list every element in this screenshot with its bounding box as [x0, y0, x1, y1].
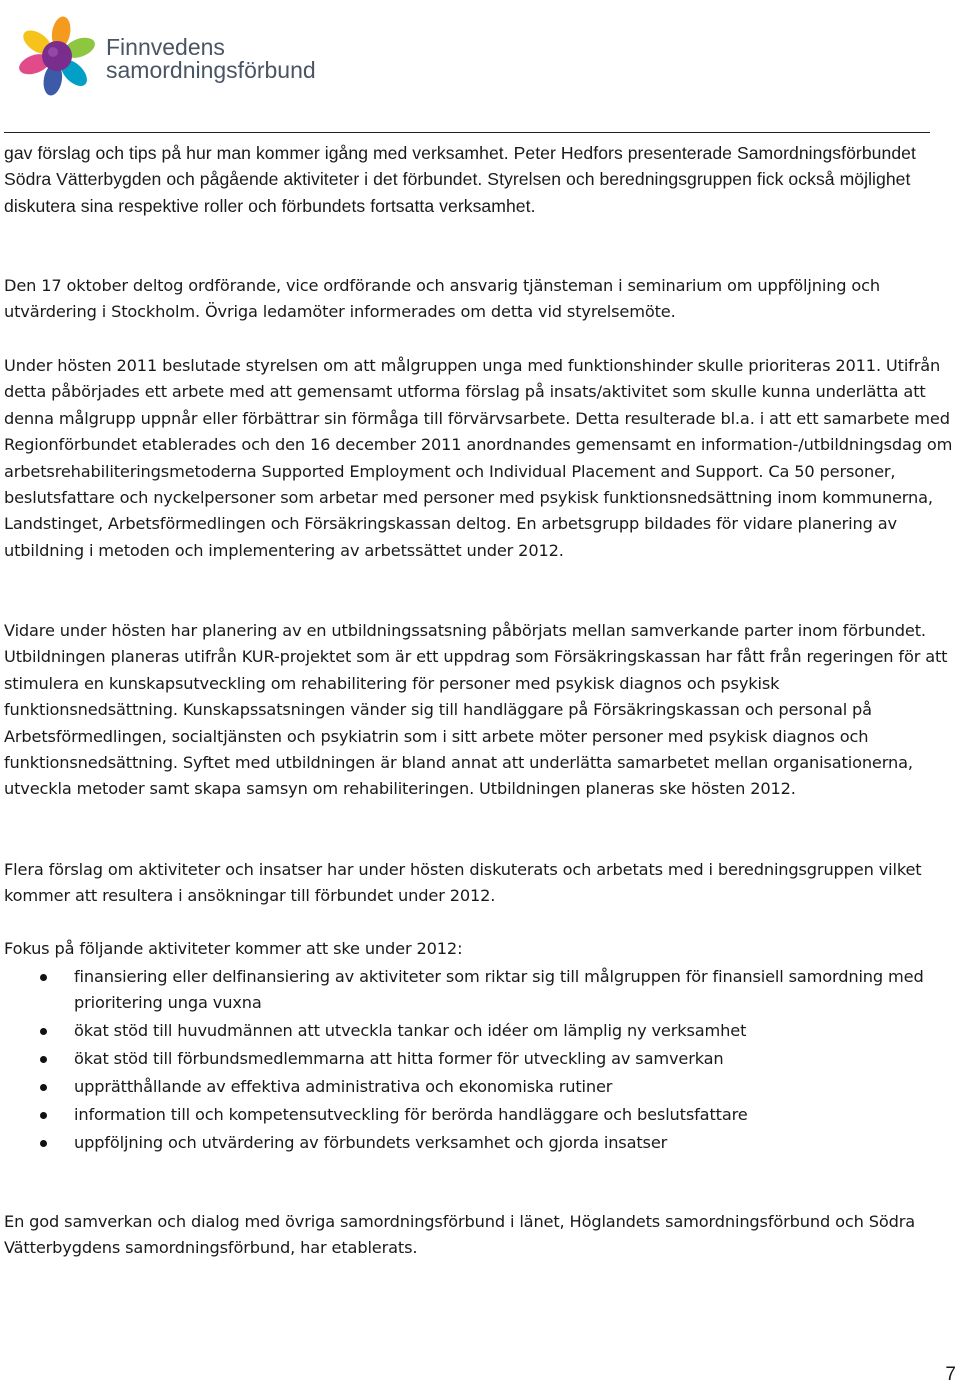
list-item: ökat stöd till förbundsmedlemmarna att hitta former för utveckling av samverkan	[4, 1046, 956, 1072]
organization-name-line1: Finnvedens	[106, 34, 225, 60]
list-item: uppföljning och utvärdering av förbundets verksamhet och gjorda insatser	[4, 1130, 956, 1156]
paragraph-2: Den 17 oktober deltog ordförande, vice ordförande och ansvarig tjänsteman i seminarium om uppföljning och utvärdering i Stockholm. Övriga ledamöter informerades om detta vid styrelsemöte.	[4, 276, 881, 322]
paragraph-5: Flera förslag om aktiviteter och insatser har under hösten diskuterats och arbetats med i beredningsgruppen vilket kommer att resultera i ansökningar till förbundet under 2012.	[4, 860, 922, 906]
paragraph-6: Fokus på följande aktiviteter kommer att ske under 2012:	[4, 939, 463, 958]
organization-name-line2: samordningsförbund	[106, 57, 316, 83]
petal-flower-logo-icon	[18, 12, 96, 98]
list-item: finansiering eller delfinansiering av aktiviteter som riktar sig till målgruppen för finansiell samordning med prioritering unga vuxna	[4, 964, 956, 1017]
organization-name	[106, 36, 316, 82]
page-number: 7	[945, 1364, 956, 1385]
focus-activities-list	[4, 964, 956, 1158]
paragraph-7: En god samverkan och dialog med övriga samordningsförbund i länet, Höglandets samordningsförbund och Södra Vätterbygdens samordningsförbund, har etablerats.	[4, 1212, 915, 1258]
header-divider	[4, 132, 930, 133]
paragraph-4: Vidare under hösten har planering av en utbildningssatsning påbörjats mellan samverkande parter inom förbundet. Utbildningen planeras utifrån KUR-projektet som är ett uppdrag som Försäkringskassan har fått från regeringen för att stimulera en kunskapsutveckling om rehabilitering för personer med psykisk diagnos och psykisk funktionsnedsättning. Kunskapssatsningen vänder sig till handläggare på Försäkringskassan och personal på Arbetsförmedlingen, socialtjänsten och psykiatrin som i sitt arbete möter personer med psykisk diagnos och funktionsnedsättning. Syftet med utbildningen är bland annat att underlätta samarbetet mellan organisationerna, utveckla metoder samt skapa samsyn om rehabiliteringen. Utbildningen planeras ske hösten 2012.	[4, 621, 948, 799]
list-item: upprätthållande av effektiva administrativa och ekonomiska rutiner	[4, 1074, 956, 1100]
paragraph-3: Under hösten 2011 beslutade styrelsen om att målgruppen unga med funktionshinder skulle prioriteras 2011. Utifrån detta påbörjades ett arbete med att gemensamt utforma förslag på insats/aktivitet som skulle kunna underlätta att denna målgrupp uppnår eller förbättrar sin förmåga till förvärvsarbete. Detta resulterade bl.a. i att ett samarbete med Regionförbundet etablerades och den 16 december 2011 anordnandes gemensamt en information-/utbildningsdag om arbetsrehabiliteringsmetoderna Supported Employment och Individual Placement and Support. Ca 50 personer, beslutsfattare och nyckelpersoner som arbetar med personer med psykisk funktionsnedsättning inom kommunerna, Landstinget, Arbetsförmedlingen och Försäkringskassan deltog. En arbetsgrupp bildades för vidare planering av utbildning i metoden och implementering av arbetssättet under 2012.	[4, 356, 953, 560]
list-item: information till och kompetensutveckling för berörda handläggare och beslutsfattare	[4, 1102, 956, 1128]
paragraph-1: gav förslag och tips på hur man kommer igång med verksamhet. Peter Hedfors presenterade Samordningsförbundet Södra Vätterbygden och pågående aktiviteter i det förbundet. Styrelsen och beredningsgruppen fick också möjlighet diskutera sina respektive roller och förbundets fortsatta verksamhet.	[4, 143, 916, 216]
page-header	[0, 0, 960, 130]
list-item: ökat stöd till huvudmännen att utveckla tankar och idéer om lämplig ny verksamhet	[4, 1018, 956, 1044]
